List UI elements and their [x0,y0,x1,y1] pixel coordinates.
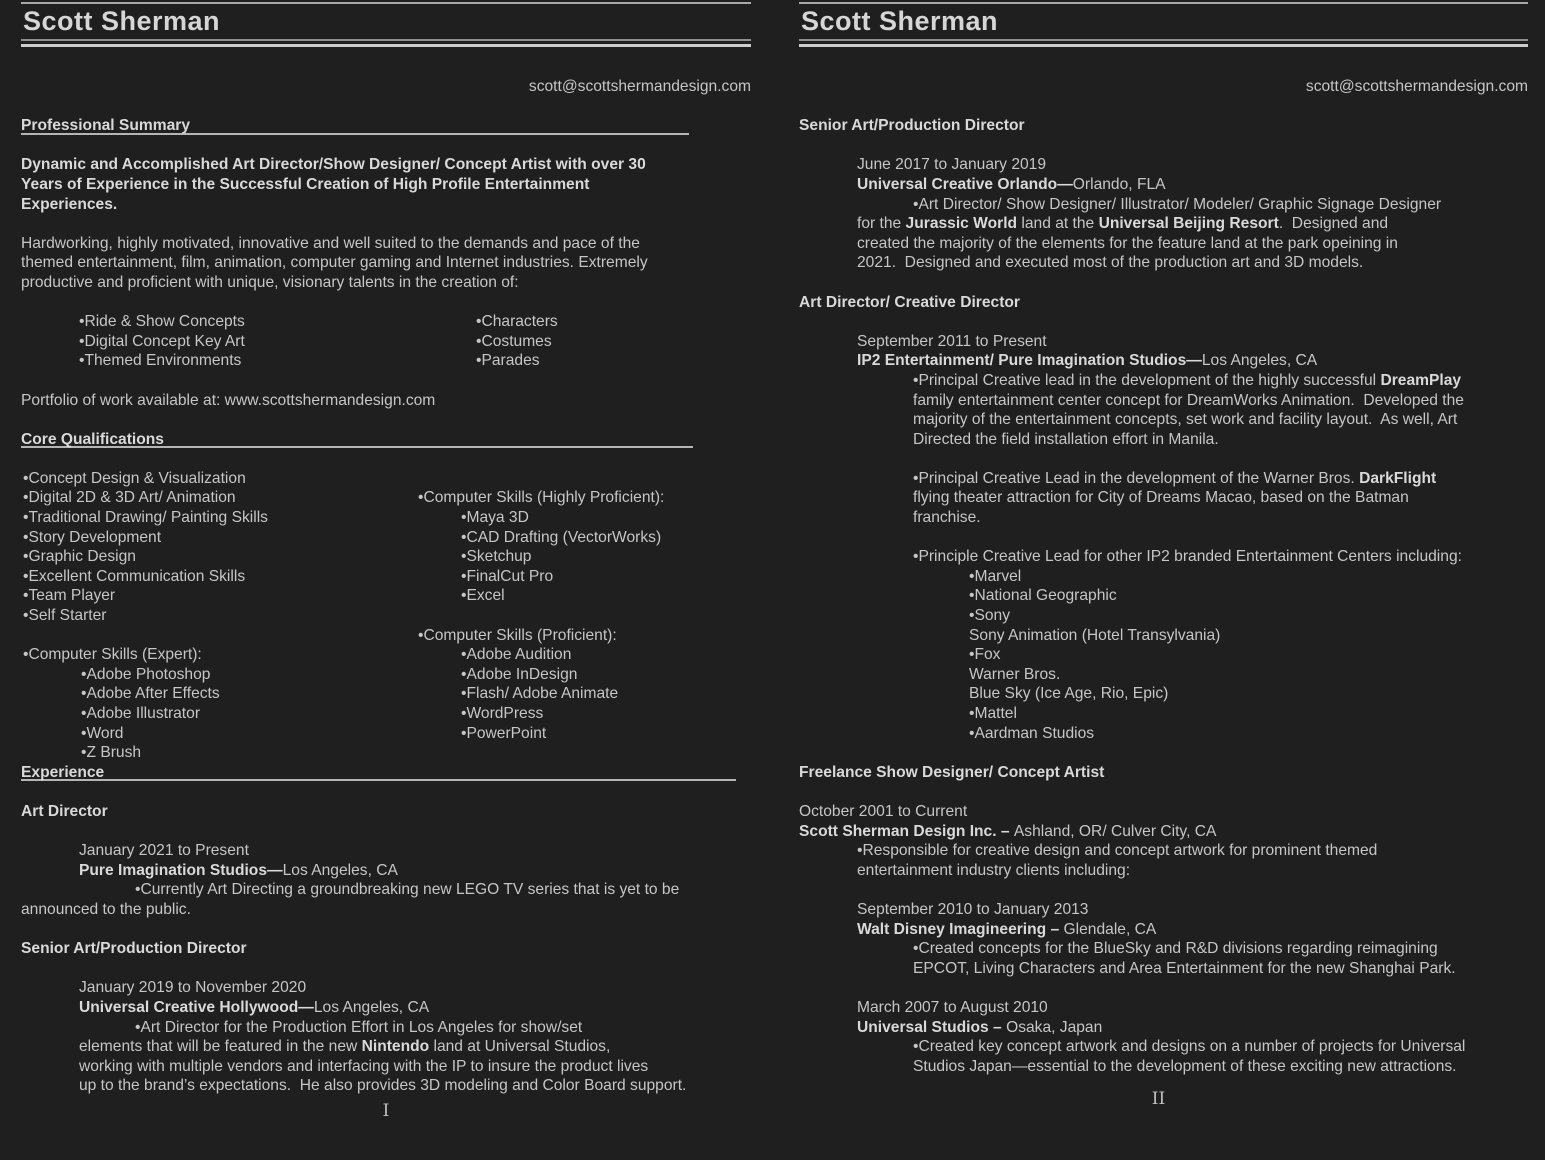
text-run: •National Geographic [969,587,1117,605]
doc-line [21,293,751,313]
text-run: Warner Bros. [969,665,1061,683]
title-block [799,2,1528,47]
text-run: •Traditional Drawing/ Painting Skills [23,509,268,527]
text-run: •Digital 2D & 3D Art/ Animation [23,489,236,507]
page-1-content [21,2,751,1096]
doc-line [21,410,751,430]
text-run: Osaka, Japan [1006,1018,1103,1036]
text-run: working with multiple vendors and interfacing with the IP to insure the product lives [79,1057,649,1075]
text-run: Glendale, CA [1063,920,1157,938]
text-run-bold: Universal Beijing Resort [1098,215,1279,233]
doc-line [799,939,1528,959]
doc-line [799,293,1528,313]
text-run: September 2011 to Present [857,332,1047,350]
text-run: October 2001 to Current [799,802,968,820]
resume-page-2 [772,0,1545,1160]
doc-line [799,645,1528,665]
doc-line [799,822,1528,842]
text-run-bold: Jurassic World [905,215,1018,233]
text-run: •Sketchup [461,548,532,566]
two-column-list [21,312,751,371]
text-run-bold: Nintendo [361,1038,430,1056]
text-run: •Computer Skills (Expert): [23,646,202,664]
doc-line [799,234,1528,254]
doc-line [21,978,751,998]
doc-line [21,136,751,156]
doc-line [21,234,751,254]
text-run-bold: Freelance Show Designer/ Concept Artist [799,763,1105,781]
page-2-body [799,97,1528,1077]
title-underline-bright [21,44,751,47]
doc-line [799,724,1528,744]
doc-line [799,802,1528,822]
text-run: March 2007 to August 2010 [857,998,1048,1016]
doc-line [799,97,1528,117]
text-run-bold: Universal Creative Hollywood— [79,999,314,1017]
title-underline-bright [799,44,1528,47]
text-run: •WordPress [461,705,544,723]
doc-line [21,1057,751,1077]
doc-line [799,704,1528,724]
doc-line [799,214,1528,234]
doc-line [21,880,751,900]
text-run: . Designed and [1278,215,1389,233]
page-2-content [799,2,1528,1076]
doc-line [21,684,751,704]
doc-line [21,606,751,626]
page-number: I [382,1101,390,1121]
doc-line [21,920,751,940]
two-column-list [21,469,751,763]
doc-line [799,900,1528,920]
doc-line [799,430,1528,450]
text-run: elements that will be featured in the new [79,1038,362,1056]
doc-line [799,920,1528,940]
text-run: •Costumes [476,332,552,350]
text-run: productive and proficient with unique, visionary talents in the creation of: [21,273,519,291]
doc-line [799,782,1528,802]
text-run: themed entertainment, film, animation, computer gaming and Internet industries. Extremely [21,254,648,272]
text-run: •Themed Environments [79,352,242,370]
doc-line [799,175,1528,195]
doc-line [21,645,751,665]
title-top-rule [21,2,751,4]
text-run: •Team Player [23,587,116,605]
title-underline-dark [799,39,1528,41]
doc-line [799,273,1528,293]
text-run-bold: Senior Art/Production Director [21,940,247,958]
doc-line [21,155,751,175]
doc-line [21,998,751,1018]
text-run: •Mattel [969,705,1017,722]
text-run: •Excel [461,587,505,605]
doc-line [799,508,1528,528]
section-heading-text: Experience [21,763,105,781]
text-run: •Word [81,724,124,742]
text-run: •Responsible for creative design and concept artwork for prominent themed [857,842,1378,860]
text-run: Portfolio of work available at: www.scottshermandesign.com [21,391,436,409]
text-run: Los Angeles, CA [1201,352,1318,370]
doc-line [799,528,1528,548]
doc-line [21,567,751,587]
doc-line [799,1057,1528,1077]
doc-line [21,332,751,352]
text-run-bold: Dynamic and Accomplished Art Director/Show Designer/ Concept Artist with over 30 [21,156,646,174]
text-run: •Adobe After Effects [81,685,220,703]
doc-line [799,959,1528,979]
doc-line [21,508,751,528]
text-run-bold: Walt Disney Imagineering – [857,920,1064,938]
section-heading-text: Professional Summary [21,117,190,135]
title-underline-dark [21,39,751,41]
section-heading [21,430,751,450]
text-run-bold: Senior Art/Production Director [799,117,1025,135]
text-run: announced to the public. [21,901,191,919]
text-run: Directed the field installation effort in Manila. [913,430,1219,448]
text-run: June 2017 to January 2019 [857,156,1047,174]
text-run: •Marvel [969,567,1022,585]
doc-line [799,606,1528,626]
doc-line [799,567,1528,587]
text-run-bold: Scott Sherman Design Inc. – [799,822,1014,840]
text-run: •Computer Skills (Proficient): [418,626,617,644]
resume-page-1 [0,0,772,1160]
text-run: •Story Development [23,528,162,546]
text-run: •Graphic Design [23,548,136,566]
text-run: •Principle Creative Lead for other IP2 branded Entertainment Centers including: [913,548,1462,566]
text-run: entertainment industry clients including: [857,861,1131,879]
doc-line [21,861,751,881]
text-run-bold: DarkFlight [1359,469,1437,487]
text-run: •PowerPoint [461,724,547,742]
email-address: scott@scottshermandesign.com [528,78,751,95]
doc-line [799,841,1528,861]
doc-line [21,1018,751,1038]
doc-line [21,528,751,548]
doc-line [799,978,1528,998]
doc-line [799,351,1528,371]
text-run-bold: Universal Studios – [857,1018,1007,1036]
doc-line [799,391,1528,411]
text-run: flying theater attraction for City of Dreams Macao, based on the Batman [913,489,1409,507]
text-run: •Sony [969,607,1011,625]
doc-line [21,782,751,802]
doc-line [21,724,751,744]
text-run: •Adobe Audition [461,646,572,664]
text-run-bold: IP2 Entertainment/ Pure Imagination Studios— [857,352,1202,370]
text-run: •Excellent Communication Skills [23,567,246,585]
email-address: scott@scottshermandesign.com [1305,78,1528,95]
text-run: created the majority of the elements for the feature land at the park opeining in [857,234,1398,252]
text-run: •Adobe Illustrator [81,705,201,723]
text-run-bold: Art Director/ Creative Director [799,293,1020,311]
text-run: •Adobe Photoshop [81,665,211,683]
text-run: 2021. Designed and executed most of the production art and 3D models. [857,254,1364,272]
doc-line [21,939,751,959]
doc-line [21,547,751,567]
doc-line [21,351,751,371]
doc-line [799,195,1528,215]
doc-line [799,1037,1528,1057]
section-heading [21,763,751,783]
title-top-rule [799,2,1528,4]
section-heading-text: Core Qualifications [21,430,164,448]
document-title: Scott Sherman [801,6,999,36]
doc-line [21,273,751,293]
text-run: •Digital Concept Key Art [79,332,245,350]
doc-line [21,1037,751,1057]
text-run: Ashland, OR/ Culver City, CA [1013,822,1217,840]
doc-line [799,998,1528,1018]
text-run: •Adobe InDesign [461,665,578,683]
doc-line [799,861,1528,881]
text-run: •Created key concept artwork and designs on a number of projects for Universal [913,1038,1466,1056]
text-run: •Created concepts for the BlueSky and R&D divisions regarding reimagining [913,940,1438,958]
doc-line [799,410,1528,430]
text-run: •Maya 3D [461,509,529,527]
text-run: •Self Starter [23,607,107,625]
text-run-bold: DreamPlay [1380,371,1462,389]
text-run: January 2021 to Present [79,842,249,860]
doc-line [21,97,751,117]
text-run: Los Angeles, CA [313,999,430,1017]
doc-line [799,136,1528,156]
doc-line [21,822,751,842]
text-run-bold: Pure Imagination Studios— [79,861,283,879]
doc-line [21,195,751,215]
doc-line [21,488,751,508]
text-run: •Z Brush [81,744,142,762]
doc-line [799,743,1528,763]
text-run: Hardworking, highly motivated, innovative and well suited to the demands and pace of the [21,234,640,252]
doc-line [21,665,751,685]
text-run: majority of the entertainment concepts, set work and facility layout. As well, Art [913,411,1458,429]
text-run: •Characters [476,313,558,331]
doc-line [21,704,751,724]
two-column-right [21,488,751,743]
text-run: •Flash/ Adobe Animate [461,685,619,703]
doc-line [799,547,1528,567]
text-run-bold: Experiences. [21,195,118,213]
doc-line [21,371,751,391]
text-run: September 2010 to January 2013 [857,900,1089,918]
doc-line [799,253,1528,273]
text-run: •CAD Drafting (VectorWorks) [461,528,662,546]
text-run: Los Angeles, CA [282,861,398,879]
doc-line [799,880,1528,900]
doc-line [21,175,751,195]
doc-line [21,959,751,979]
doc-line [21,253,751,273]
text-run-bold: Universal Creative Orlando— [857,175,1073,193]
doc-line [799,488,1528,508]
doc-line [21,626,751,646]
text-run: EPCOT, Living Characters and Area Entertainment for the new Shanghai Park. [913,959,1456,977]
text-run: family entertainment center concept for DreamWorks Animation. Developed the [913,391,1464,409]
text-run: Orlando, FLA [1072,175,1166,193]
text-run: land at the [1017,215,1099,233]
doc-line [21,1076,751,1096]
title-block [21,2,751,47]
text-run: •Concept Design & Visualization [23,469,246,487]
text-run: franchise. [913,509,981,527]
text-run: land at Universal Studios, [429,1038,611,1056]
text-run: •Computer Skills (Highly Proficient): [418,489,665,507]
doc-line [799,371,1528,391]
text-run: •Principal Creative Lead in the development of the Warner Bros. [913,469,1360,487]
text-run: •FinalCut Pro [461,567,554,585]
text-run-bold: Years of Experience in the Successful Creation of High Profile Entertainment [21,175,590,193]
page-number: II [1151,1089,1166,1109]
doc-line [799,626,1528,646]
doc-line [21,841,751,861]
text-run: •Art Director/ Show Designer/ Illustrator/ Modeler/ Graphic Signage Designer [913,195,1442,213]
section-heading-rule [21,779,736,781]
text-run: January 2019 to November 2020 [79,979,307,997]
doc-line [21,586,751,606]
doc-line [799,449,1528,469]
text-run: for the [857,215,906,233]
text-run: Sony Animation (Hotel Transylvania) [969,626,1221,644]
doc-line [799,469,1528,489]
text-run: up to the brand’s expectations. He also provides 3D modeling and Color Board support. [79,1077,687,1095]
doc-line [21,449,751,469]
text-run-bold: Art Director [21,803,108,821]
doc-line [21,802,751,822]
doc-line [799,665,1528,685]
text-run: •Parades [476,352,540,370]
doc-line [799,586,1528,606]
text-run: •Principal Creative lead in the development of the highly successful [913,371,1381,389]
doc-line [21,469,751,489]
doc-line [21,391,751,411]
text-run: Blue Sky (Ice Age, Rio, Epic) [969,685,1169,703]
doc-line [799,1018,1528,1038]
doc-line [799,763,1528,783]
doc-line [21,900,751,920]
section-heading [21,116,751,136]
text-run: •Fox [969,646,1001,664]
text-run: Studios Japan—essential to the development of these exciting new attractions. [913,1057,1457,1075]
two-column-right [21,312,751,371]
doc-line [799,332,1528,352]
doc-line [799,684,1528,704]
text-run: •Aardman Studios [969,724,1095,742]
doc-line [21,312,751,332]
doc-line [21,214,751,234]
document-title: Scott Sherman [23,6,221,36]
doc-line [799,155,1528,175]
page-1-body [21,97,751,1096]
text-run: •Art Director for the Production Effort in Los Angeles for show/set [135,1018,583,1036]
doc-line [799,116,1528,136]
text-run: •Currently Art Directing a groundbreaking new LEGO TV series that is yet to be [135,881,680,899]
doc-line [21,743,751,763]
doc-line [799,312,1528,332]
text-run: •Ride & Show Concepts [79,313,245,331]
